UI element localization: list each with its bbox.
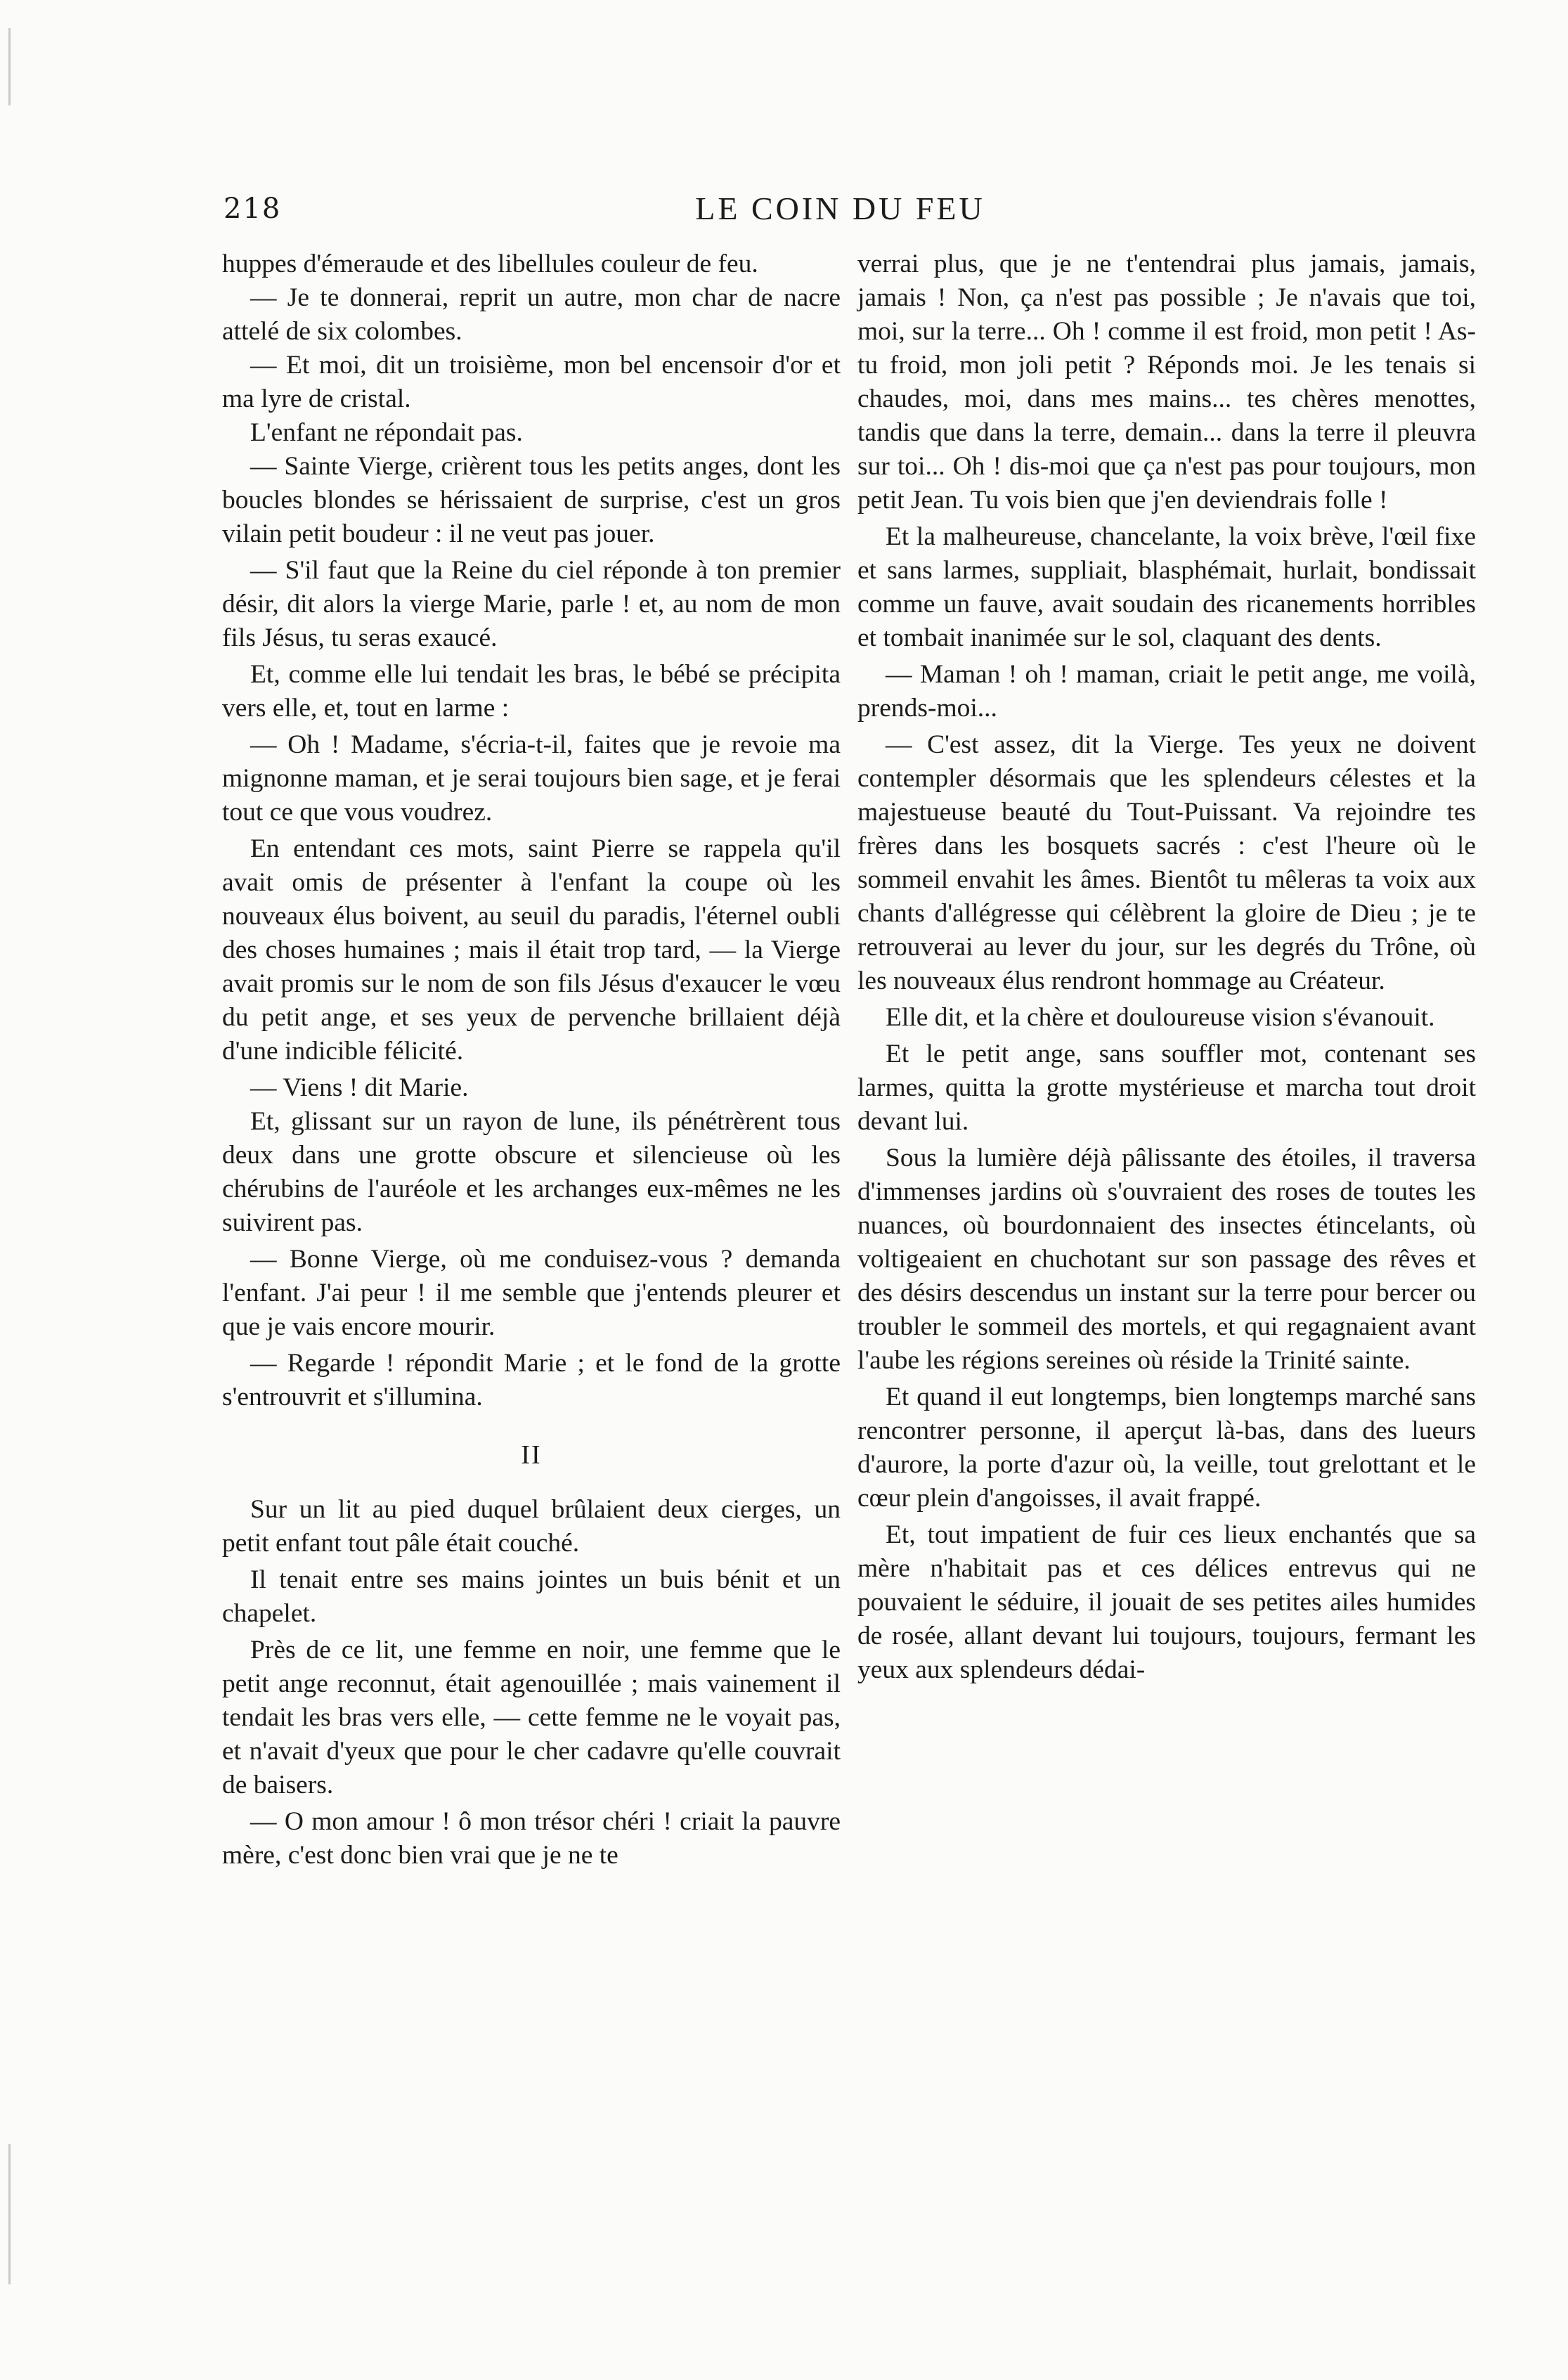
paragraph: — Viens ! dit Marie.: [250, 1073, 469, 1102]
paragraph: verrai plus, que je ne t'entendrai plus jamais, jamais, jamais ! Non, ça n'est pas possible ; Je n'avais que toi, moi, sur la terre... Oh ! comme il est froid, mon petit ! As-tu froid, mon joli petit ? Réponds moi. Je les tenais si chaudes, moi, dans mes mains... tes chères menottes, tandis que dans la terre, demain... dans la terre il pleuvra sur toi... Oh ! dis-moi que ça n'est pas pour toujours, mon petit Jean. Tu vois bien que j'en deviendrais folle !: [857, 250, 1476, 515]
paragraph: — Sainte Vierge, crièrent tous les petits anges, dont les boucles blondes se hérissaient de surprise, c'est un gros vilain petit boudeur : il ne veut pas jouer.: [222, 452, 841, 548]
paragraph: Et, glissant sur un rayon de lune, ils pénétrèrent tous deux dans une grotte obscure et silencieuse où les chérubins de l'auréole et les archanges eux-mêmes ne les suivirent pas.: [222, 1107, 841, 1237]
paragraph: Et, comme elle lui tendait les bras, le bébé se précipita vers elle, et, tout en larme :: [222, 660, 841, 723]
paragraph: Elle dit, et la chère et douloureuse vision s'évanouit.: [886, 1003, 1435, 1032]
paragraph: — Bonne Vierge, où me conduisez-vous ? demanda l'enfant. J'ai peur ! il me semble que j'entends pleurer et que je vais encore mourir.: [222, 1245, 841, 1341]
paragraph: — Oh ! Madame, s'écria-t-il, faites que je revoie ma mignonne maman, et je serai toujours bien sage, et je ferai tout ce que vous voudrez.: [222, 730, 841, 827]
section-heading: II: [521, 1440, 542, 1470]
right-column: [857, 247, 1476, 1687]
paragraph: Sous la lumière déjà pâlissante des étoiles, il traversa d'immenses jardins où s'ouvraient des roses de toutes les nuances, où bourdonnaient des insectes étincelants, où voltigeaient en chuchotant sur son passage des rêves et des désirs descendus un instant sur la terre pour bercer ou troubler le sommeil des mortels, et qui regagnaient avant l'aube les régions sereines où réside la Trinité sainte.: [857, 1144, 1476, 1375]
paragraph: Et, tout impatient de fuir ces lieux enchantés que sa mère n'habitait pas et ces délices entrevus qui ne pouvaient le séduire, il jouait de ses petites ailes humides de rosée, allant devant lui toujours, toujours, fermant les yeux aux splendeurs dédai-: [857, 1520, 1476, 1684]
running-title: LE COIN DU FEU: [695, 190, 985, 226]
running-head: [223, 184, 1457, 233]
paragraph: Sur un lit au pied duquel brûlaient deux cierges, un petit enfant tout pâle était couché.: [222, 1495, 841, 1558]
paragraph: Et la malheureuse, chancelante, la voix brève, l'œil fixe et sans larmes, suppliait, blasphémait, hurlait, bondissait comme un fauve, avait soudain des ricanements horribles et tombait inanimée sur le sol, claquant des dents.: [857, 522, 1476, 652]
paragraph: L'enfant ne répondait pas.: [250, 418, 523, 447]
paragraph: Et quand il eut longtemps, bien longtemps marché sans rencontrer personne, il aperçut là-bas, dans des lueurs d'aurore, la porte d'azur où, la veille, tout grelottant et le cœur plein d'angoisses, il avait frappé.: [857, 1383, 1476, 1513]
paragraph: — Et moi, dit un troisième, mon bel encensoir d'or et ma lyre de cristal.: [222, 351, 841, 413]
paragraph: En entendant ces mots, saint Pierre se rappela qu'il avait omis de présenter à l'enfant la coupe où les nouveaux élus boivent, au seuil du paradis, l'éternel oubli des choses humaines ; mais il était trop tard, — la Vierge avait promis sur le nom de son fils Jésus d'exaucer le vœu du petit ange, et ses yeux de pervenche brillaient déjà d'une indicible félicité.: [222, 834, 841, 1066]
paragraph: — C'est assez, dit la Vierge. Tes yeux ne doivent contempler désormais que les splendeurs célestes et la majestueuse beauté du Tout-Puissant. Va rejoindre tes frères dans les bosquets sacrés : c'est l'heure où le sommeil envahit les âmes. Bientôt tu mêleras ta voix aux chants d'allégresse qui célèbrent la gloire de Dieu ; je te retrouverai au lever du jour, sur les degrés du Trône, où les nouveaux élus rendront hommage au Créateur.: [857, 730, 1476, 995]
paragraph: — O mon amour ! ô mon trésor chéri ! criait la pauvre mère, c'est donc bien vrai que je ne te: [222, 1807, 841, 1870]
left-column: [222, 247, 841, 1873]
paragraph: — Regarde ! répondit Marie ; et le fond de la grotte s'entrouvrit et s'illumina.: [222, 1349, 841, 1411]
paragraph: Il tenait entre ses mains jointes un buis bénit et un chapelet.: [222, 1565, 841, 1628]
paragraph: — Maman ! oh ! maman, criait le petit ange, me voilà, prends-moi...: [857, 660, 1476, 723]
page-number: 218: [223, 193, 282, 225]
paragraph: — Je te donnerai, reprit un autre, mon char de nacre attelé de six colombes.: [222, 283, 841, 346]
paragraph: Et le petit ange, sans souffler mot, contenant ses larmes, quitta la grotte mystérieuse et marcha tout droit devant lui.: [857, 1040, 1476, 1136]
scan-margin-mark: [8, 28, 11, 105]
paragraph: — S'il faut que la Reine du ciel réponde à ton premier désir, dit alors la vierge Marie, parle ! et, au nom de mon fils Jésus, tu seras exaucé.: [222, 556, 841, 652]
paragraph: Près de ce lit, une femme en noir, une femme que le petit ange reconnut, était agenouillée ; mais vainement il tendait les bras vers elle, — cette femme ne le voyait pas, et n'avait d'yeux que pour le cher cadavre qu'elle couvrait de baisers.: [222, 1636, 841, 1799]
paragraph: huppes d'émeraude et des libellules couleur de feu.: [222, 250, 758, 278]
scan-margin-mark: [8, 2144, 11, 2284]
